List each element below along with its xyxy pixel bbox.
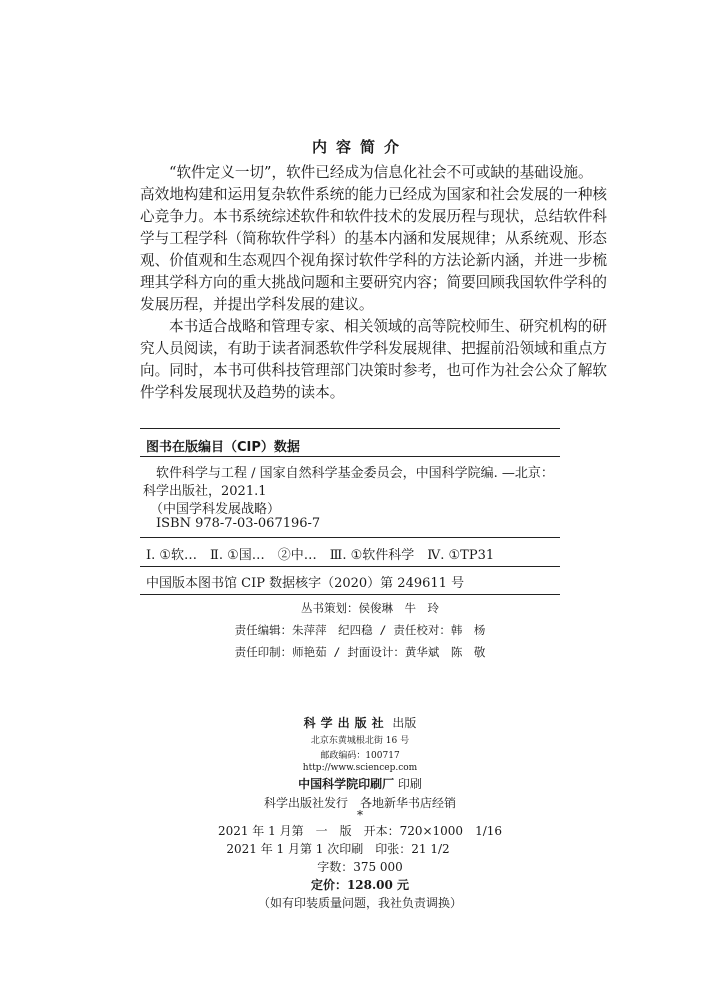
abstract-line: 件学科发展现状及趋势的读本。 [140, 384, 345, 401]
publisher-url: http://www.sciencep.com [302, 763, 418, 773]
cip-line: 科学出版社，2021.1 [143, 484, 267, 499]
separator-star: * [357, 808, 363, 822]
abstract-line: 究人员阅读，有助于读者洞悉软件学科发展规律、把握前沿领域和重点方 [140, 340, 608, 357]
cip-line: （中国学科发展战略） [150, 502, 281, 517]
abstract-line: 心竞争力。本书系统综述软件和软件技术的发展历程与现状，总结软件科 [140, 208, 608, 225]
editors-credit: 责任编辑：朱萍萍 纪四稳 / 责任校对：韩 杨 [234, 623, 486, 637]
abstract-line: “软件定义一切”，软件已经成为信息化社会不可或缺的基础设施。 [169, 164, 593, 181]
price: 定价：128.00 元 [310, 878, 410, 892]
cip-isbn: ISBN 978-7-03-067196-7 [156, 516, 321, 531]
cip-heading: 图书在版编目（CIP）数据 [146, 440, 300, 455]
abstract-line: 观、价值观和生态观四个视角探讨软件学科的方法论新内涵，并进一步梳 [140, 252, 608, 269]
printing-credit: 责任印制：师艳茹 / 封面设计：黄华斌 陈 敬 [234, 645, 486, 659]
cip-bottom-rule [140, 594, 560, 595]
publisher-role: 出版 [392, 716, 417, 730]
cip-verification: 中国版本图书馆 CIP 数据核字（2020）第 249611 号 [146, 576, 465, 591]
abstract-line: 理其学科方向的重大挑战问题和主要研究内容；简要回顾我国软件学科的 [140, 274, 608, 291]
cip-line: 软件科学与工程 / 国家自然科学基金委员会，中国科学院编. —北京： [156, 466, 554, 481]
printer-role: 印刷 [397, 777, 422, 791]
abstract-line: 本书适合战略和管理专家、相关领域的高等院校师生、研究机构的研 [169, 318, 607, 335]
abstract-line: 高效地构建和运用复杂软件系统的能力已经成为国家和社会发展的一种核 [140, 186, 608, 203]
cip-top-rule [140, 428, 560, 429]
publisher-name: 科学出版社 [303, 716, 389, 730]
abstract-paragraph-2 [140, 316, 608, 404]
series-planning: 丛书策划：侯俊琳 牛 玲 [301, 601, 439, 615]
quality-notice: （如有印装质量问题，我社负责调换） [257, 896, 462, 910]
publisher-address: 北京东黄城根北街 16 号 [310, 736, 410, 746]
abstract-paragraph-1 [140, 162, 608, 316]
edition-line: 2021 年 1 月第 一 版 开本：720×1000 1/16 [217, 824, 503, 838]
abstract-line: 学与工程学科（简称软件学科）的基本内涵和发展规律；从系统观、形态 [140, 230, 608, 247]
cip-heading-rule [140, 456, 560, 457]
abstract-title: 内容简介 [311, 138, 408, 156]
distribution-line: 科学出版社发行 各地新华书店经销 [263, 796, 456, 810]
cip-classification: Ⅰ. ①软… Ⅱ. ①国… ②中… Ⅲ. ①软件科学 Ⅳ. ①TP31 [146, 548, 495, 563]
word-count: 字数：375 000 [317, 860, 403, 874]
cip-rule [140, 566, 560, 567]
printer-name: 中国科学院印刷厂 [298, 777, 395, 791]
publisher-postcode: 邮政编码：100717 [320, 751, 400, 761]
printer-line [0, 775, 720, 792]
cip-rule [140, 537, 560, 538]
abstract-line: 发展历程，并提出学科发展的建议。 [140, 296, 374, 313]
abstract-line: 向。同时，本书可供科技管理部门决策时参考，也可作为社会公众了解软 [140, 362, 608, 379]
publisher-line [0, 714, 720, 731]
print-line: 2021 年 1 月第 1 次印刷 印张：21 1/2 [226, 842, 450, 856]
